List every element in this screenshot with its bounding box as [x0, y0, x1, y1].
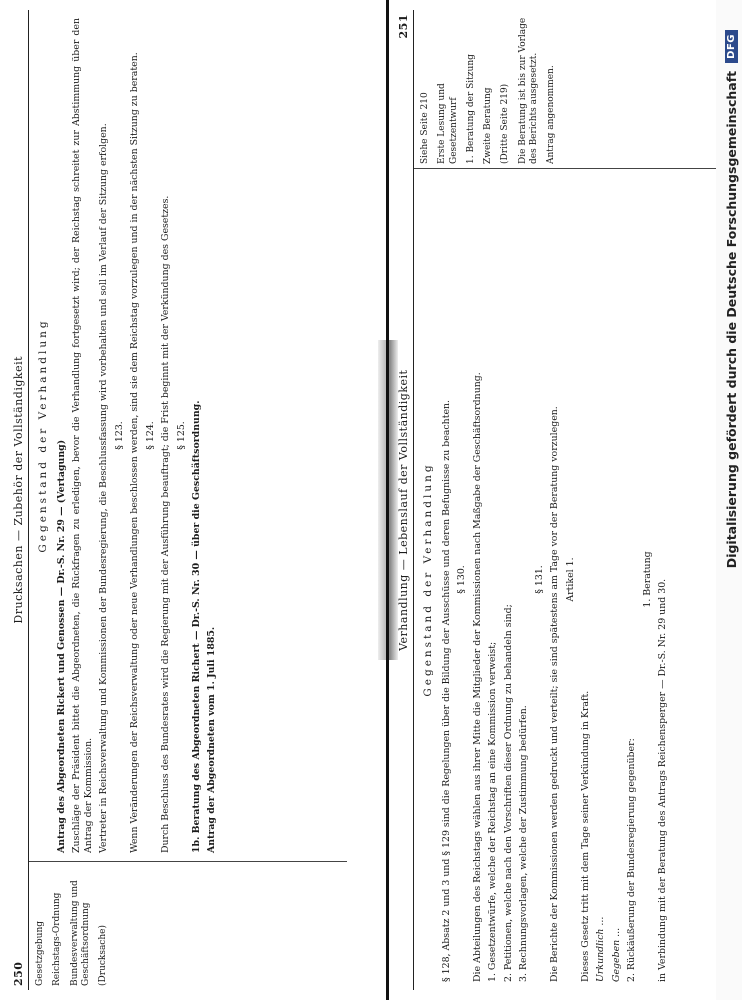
paragraph: Gegeben ... [610, 927, 622, 982]
margin-label: Gesetzgebung [35, 920, 45, 986]
attribution-text: Digitalisierung gefördert durch die Deutsche Forschungsgemeinschaft [723, 70, 739, 569]
left-section-title: Gegenstand der Verhandlung [37, 318, 49, 553]
paragraph: in Verbindung mit der Beratung des Antrags Reichensperger — Dr.-S. Nr. 29 und 30. [657, 578, 669, 982]
list-item: 1. Gesetzentwürfe, welche der Reichstag an eine Kommission verweist; [487, 641, 499, 982]
right-header-spacer [397, 982, 410, 986]
paragraph: Urkundlich ... [595, 916, 607, 982]
margin-label: Reichstags-Ordnung [52, 892, 63, 986]
section-mark: § 131. [533, 565, 545, 594]
right-section-title: Gegenstand der Verhandlung [422, 462, 434, 697]
attribution [720, 30, 742, 980]
side-note: Die Beratung ist bis zur Vorlage des Berichts ausgesetzt. [517, 17, 539, 164]
paragraph: Durch Beschluss des Bundesrates wird die Regierung mit der Ausführung beauftragt; die Frist beginnt mit der Verkündung des Gesetzes. [160, 195, 172, 853]
left-page [10, 10, 350, 990]
paragraph: 1b. Beratung des Abgeordneten Richert — Dr.-S. Nr. 30 — über die Geschäftsordnung. [191, 400, 203, 853]
right-side-notes [414, 10, 722, 169]
paragraph: Zuschläge der Präsident bittet die Abgeordneten, die Rückfragen zu erledigen, bevor die Verhandlung fortgesetzt wird; der Reichstag schreitet zur Abstimmung über den Antrag der Kommission. [71, 18, 94, 853]
left-page-number: 250 [12, 961, 25, 986]
page-gutter-divider [386, 0, 389, 1000]
paragraph: Die Berichte der Kommissionen werden gedruckt und verteilt; sie sind spätestens am Tage vor der Beratung vorzulegen. [549, 406, 561, 982]
article-heading: Artikel 1. [564, 557, 576, 602]
right-page-number: 251 [397, 14, 410, 39]
side-note: Siehe Seite 210 [420, 92, 430, 164]
margin-label: (Drucksache) [98, 925, 108, 986]
side-note: Zweite Beratung [483, 87, 493, 164]
right-body-text [414, 169, 722, 990]
side-note: Erste Lesung und Gesetzentwurf [437, 83, 459, 164]
article-heading: 1. Beratung [641, 551, 653, 608]
section-mark: § 130. [456, 565, 468, 594]
right-page [395, 10, 725, 990]
left-page-header [10, 10, 29, 990]
margin-label: Bundesverwaltung und Geschäftsordnung [69, 880, 91, 986]
paragraph: Die Abteilungen des Reichstags wählen aus ihrer Mitte die Mitglieder der Kommissionen nach Maßgabe der Geschäftsordnung. [471, 372, 483, 982]
paragraph: § 128, Absatz 2 und 3 und § 129 sind die Regelungen über die Bildung der Ausschüsse und deren Befugnisse zu beachten. [440, 399, 452, 982]
side-note: 1. Beratung der Sitzung [465, 54, 476, 164]
left-running-head: Drucksachen — Zubehör der Vollständigkeit [12, 355, 25, 624]
left-margin-labels [29, 861, 347, 990]
section-mark: § 125. [175, 421, 187, 450]
list-item: 3. Rechnungsvorlagen, welche der Zustimmung bedürfen. [518, 705, 530, 982]
paragraph: Vertreter in Reichsverwaltung und Kommissionen der Bundesregierung, die Beschlussfassung wird vorbehalten und soll im Verlauf der Sitzung erfolgen. [98, 123, 110, 853]
right-page-header [395, 10, 414, 990]
side-note: Antrag angenommen. [546, 65, 556, 164]
section-mark: § 123. [113, 421, 125, 450]
list-item: 2. Petitionen, welche nach den Vorschriften dieser Ordnung zu behandeln sind; [502, 604, 514, 982]
left-body-text [29, 10, 347, 861]
paragraph: Wenn Veränderungen der Reichsverwaltung oder neue Verhandlungen beschlossen werden, sind sie dem Reichstag vorzulegen und in der nächsten Sitzung zu beraten. [129, 52, 141, 853]
dfg-logo-icon: DFG [725, 30, 738, 63]
paragraph: Dieses Gesetz tritt mit dem Tage seiner Verkündung in Kraft. [580, 690, 592, 982]
paragraph: Antrag der Abgeordneten vom 1. Juli 1885. [206, 626, 218, 853]
section-mark: § 124. [144, 421, 156, 450]
right-running-head: Verhandlung — Lebenslauf der Vollständigkeit [397, 369, 410, 651]
side-note: (Dritte Seite 219) [500, 83, 511, 164]
left-header-spacer [12, 14, 25, 18]
paragraph: Antrag des Abgeordneten Rickert und Genossen — Dr.-S. Nr. 29 — (Vertagung) [55, 439, 67, 853]
paragraph: 2. Rückäußerung der Bundesregierung gegenüber: [626, 738, 638, 982]
